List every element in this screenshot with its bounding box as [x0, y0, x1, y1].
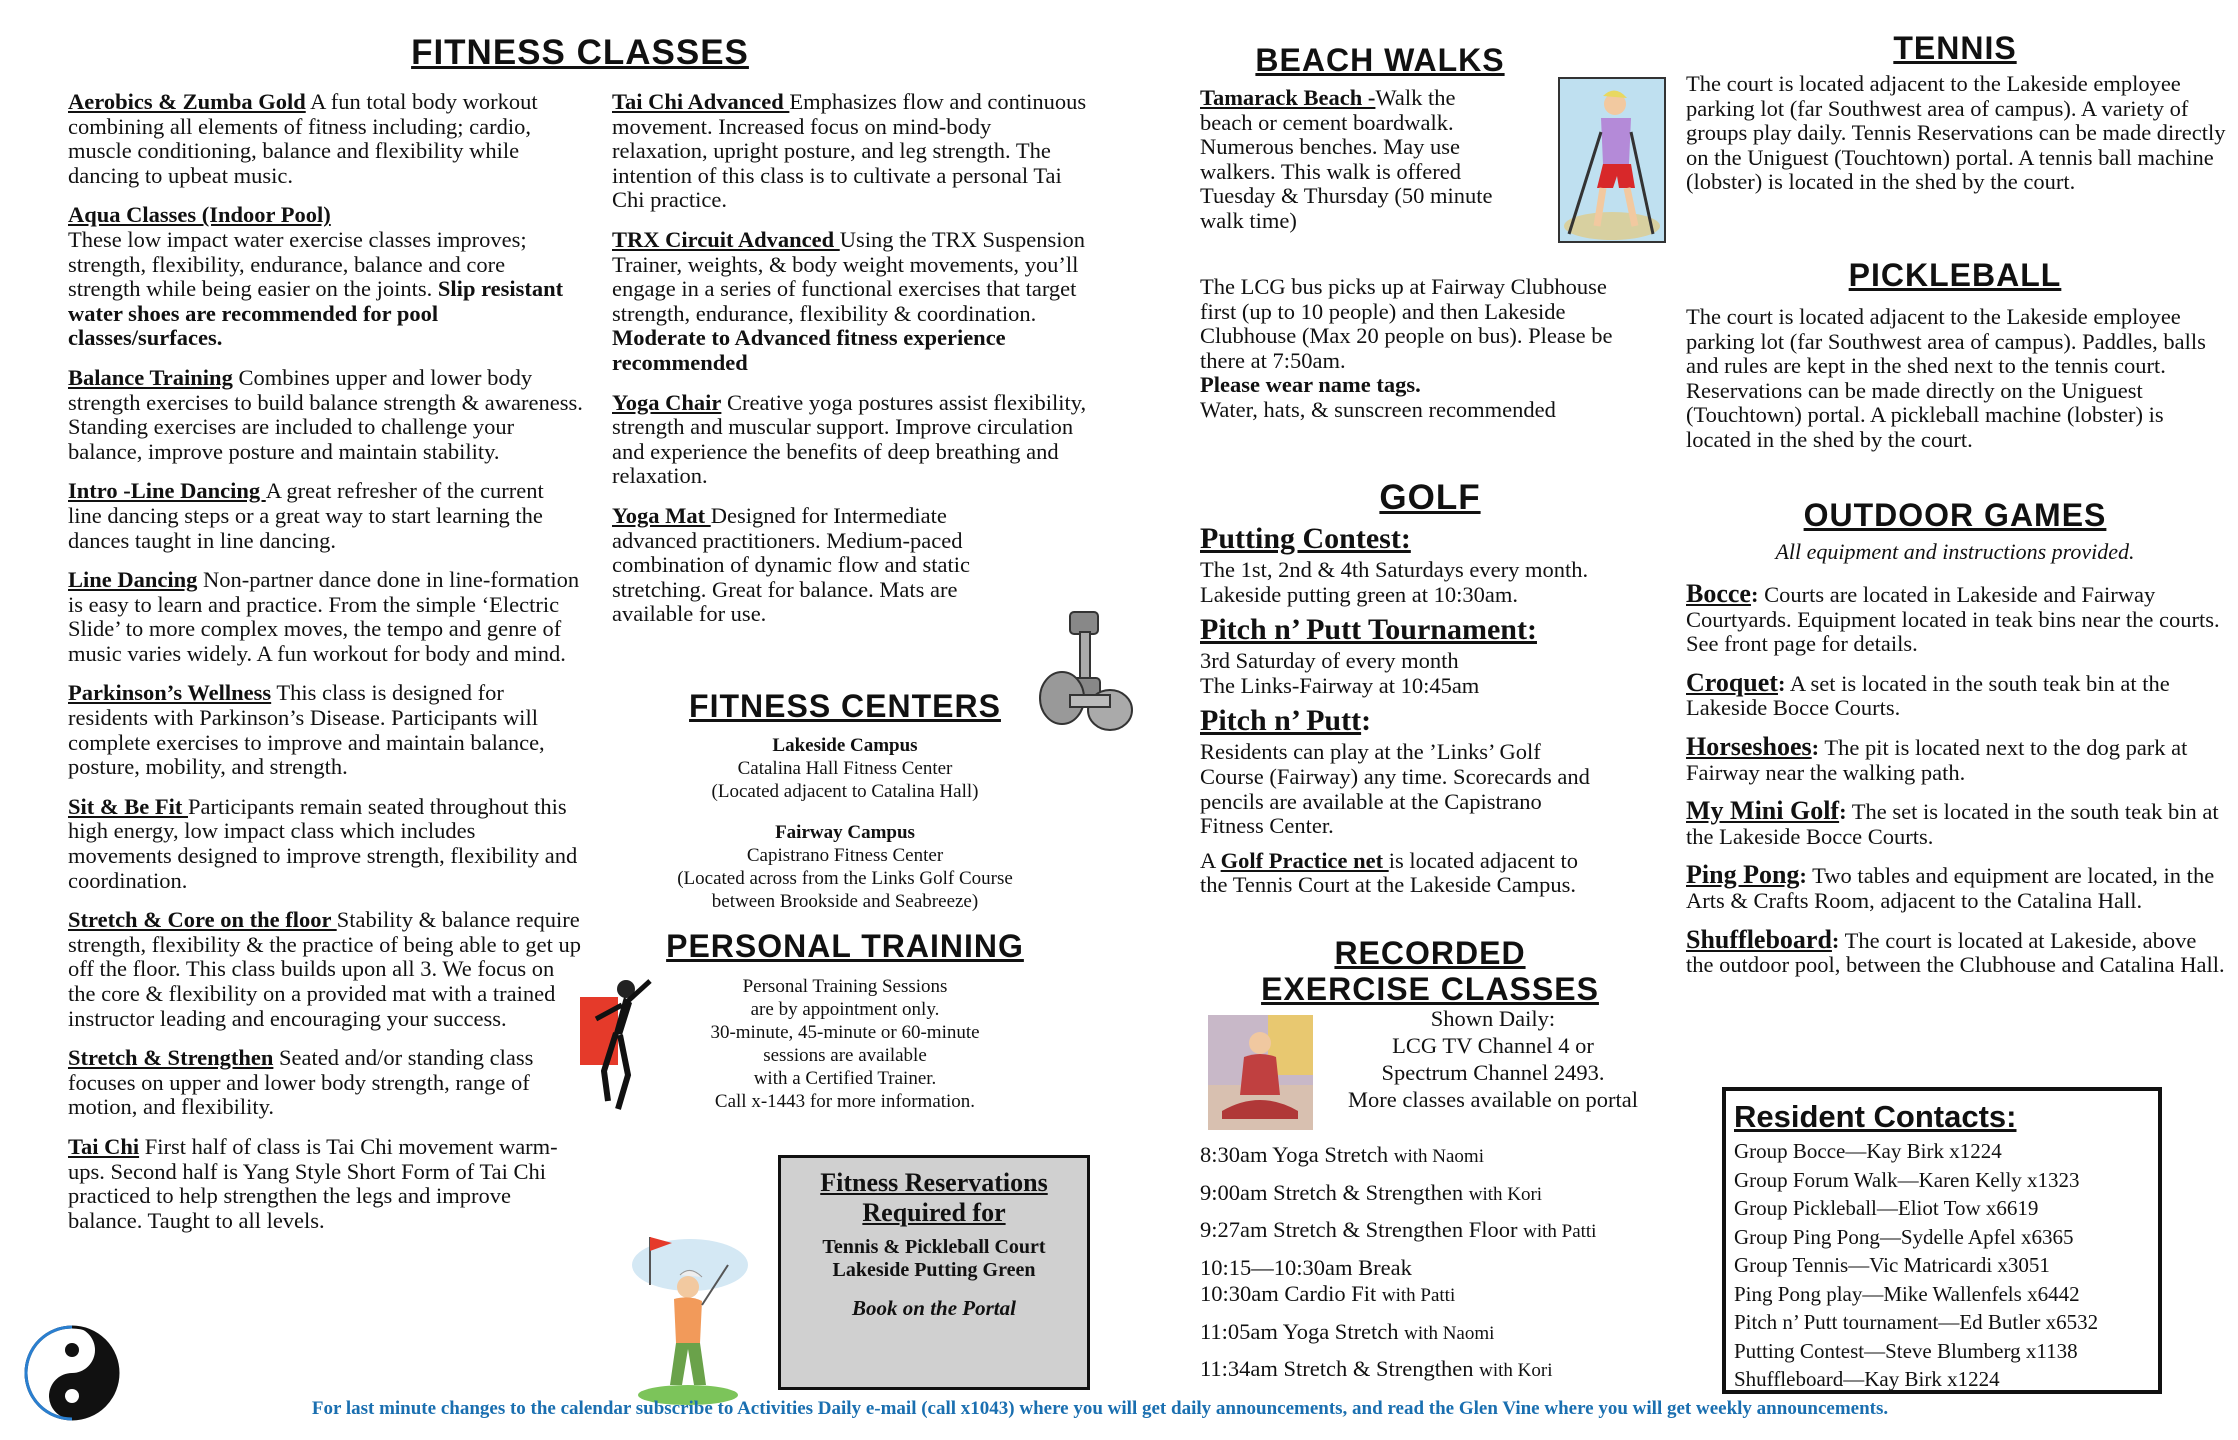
recorded-line: Spectrum Channel 2493.	[1381, 1060, 1605, 1085]
fairway-line: Capistrano Fitness Center	[746, 845, 944, 866]
game-horseshoes: Horseshoes: The pit is located next to the dog park at Fairway near the walking path.	[1686, 731, 2188, 785]
class-stretch-strengthen: Stretch & Strengthen Seated and/or standing class focuses on upper and lower body strength, range of motion, and flexibility.	[68, 1045, 534, 1120]
golf-title: GOLF	[1379, 478, 1481, 517]
class-line-dancing: Line Dancing Non-partner dance done in line-formation is easy to learn and practice. From the simple ‘Electric Slide’ to more complex moves, the tempo and genre of music varies widely. A fun workout for body and mind.	[68, 567, 580, 666]
personal-training-line: are by appointment only.	[750, 999, 940, 1020]
personal-training-info	[660, 975, 1030, 1113]
putting-contest-text: The 1st, 2nd & 4th Saturdays every month. Lakeside putting green at 10:30am.	[1200, 557, 1589, 607]
dumbbell-icon	[1030, 600, 1145, 735]
class-yoga-chair: Yoga Chair Creative yoga postures assist flexibility, strength and muscular support. Improve circulation and experience the benefits of deep breathing and relaxation.	[612, 389, 1087, 489]
schedule-row: 11:34am Stretch & Strengthen with Kori	[1200, 1356, 1553, 1381]
game-bocce: Bocce: Courts are located in Lakeside and Fairway Courtyards. Equipment located in teak bins near the courts. See front page for details.	[1686, 579, 2220, 657]
personal-training-title: PERSONAL TRAINING	[666, 928, 1024, 964]
pickleball-text: The court is located adjacent to the Lakeside employee parking lot (far Southwest area of campus). Paddles, balls and rules are kept in the shed next to the tennis court. Reservations can be made directly on the Uniguest (Touchtown) portal. A pickleball machine (lobster) is located in the shed by the court.	[1686, 304, 2206, 452]
schedule-row: 9:27am Stretch & Strengthen Floor with Patti	[1200, 1217, 1597, 1242]
fairway-line: between Brookside and Seabreeze)	[711, 891, 979, 912]
class-sit-be-fit: Sit & Be Fit Participants remain seated throughout this high energy, low impact class which includes movements designed to improve strength, flexibility and coordination.	[68, 793, 578, 893]
pitch-putt-tournament-title: Pitch n’ Putt Tournament:	[1200, 613, 1537, 647]
class-tai-chi: Tai Chi First half of class is Tai Chi movement warm-ups. Second half is Yang Style Short Form of Tai Chi practiced to help strengthen the legs and improve balance. Taught to all levels.	[68, 1133, 558, 1233]
resident-contacts-title: Resident Contacts:	[1734, 1099, 2017, 1134]
fairway-campus-title: Fairway Campus	[775, 822, 915, 843]
contact-row: Group Tennis—Vic Matricardi x3051	[1734, 1253, 2050, 1277]
recorded-line: LCG TV Channel 4 or	[1392, 1033, 1594, 1058]
class-parkinsons: Parkinson’s Wellness This class is designed for residents with Parkinson’s Disease. Participants will complete exercises to improve and maintain balance, posture, mobility, and strength.	[68, 680, 545, 780]
game-ping-pong: Ping Pong: Two tables and equipment are located, in the Arts & Crafts Room, adjacent to the Catalina Hall.	[1686, 860, 2215, 913]
fitness-centers-info	[630, 734, 1060, 913]
game-shuffleboard: Shuffleboard: The court is located at Lakeside, above the outdoor pool, between the Clubhouse and Catalina Hall.	[1686, 924, 2225, 978]
class-aerobics: Aerobics & Zumba Gold A fun total body workout combining all elements of fitness including; cardio, muscle conditioning, balance and flexibility while dancing to upbeat music.	[68, 89, 538, 188]
contact-row: Ping Pong play—Mike Wallenfels x6442	[1734, 1281, 2080, 1306]
putting-contest-title: Putting Contest:	[1200, 522, 1411, 555]
pitch-putt-tournament-text: 3rd Saturday of every month The Links-Fairway at 10:45am	[1200, 648, 1480, 698]
game-mini-golf: My Mini Golf: The set is located in the south teak bin at the Lakeside Bocce Courts.	[1686, 796, 2219, 849]
outdoor-games-title: OUTDOOR GAMES	[1803, 497, 2107, 533]
fitness-centers-title: FITNESS CENTERS	[689, 688, 1001, 724]
outdoor-games-list	[1686, 579, 2226, 993]
fairway-line: (Located across from the Links Golf Course	[677, 868, 1013, 889]
pickleball-title: PICKLEBALL	[1848, 257, 2062, 293]
lakeside-campus-title: Lakeside Campus	[772, 735, 918, 756]
recorded-title-line: EXERCISE CLASSES	[1261, 971, 1599, 1007]
class-yoga-mat: Yoga Mat Designed for Intermediate advanced practitioners. Medium-paced combination of dynamic flow and static stretching. Great for balance. Mats are available for use.	[612, 502, 971, 627]
fitness-classes-col2	[612, 90, 1087, 642]
pitch-putt-title: Pitch n’ Putt:	[1200, 704, 1372, 738]
schedule-row: 10:30am Cardio Fit with Patti	[1200, 1280, 1456, 1306]
personal-training-line: Personal Training Sessions	[742, 976, 948, 997]
contact-row: Group Forum Walk—Karen Kelly x1323	[1734, 1167, 2080, 1192]
personal-training-line: Call x-1443 for more information.	[714, 1091, 976, 1112]
beach-walks-title: BEACH WALKS	[1255, 42, 1505, 78]
golf-section	[1200, 516, 1670, 913]
beach-walks-text: Tamarack Beach -Walk the beach or cement boardwalk. Numerous benches. May use walkers. This walk is offered Tuesday & Thursday (50 minute walk time)	[1200, 85, 1493, 233]
recorded-title	[1200, 935, 1660, 1007]
game-croquet: Croquet: A set is located in the south teak bin at the Lakeside Bocce Courts.	[1686, 667, 2170, 721]
reservations-portal: Book on the Portal	[852, 1296, 1016, 1320]
personal-training-line: 30-minute, 45-minute or 60-minute	[710, 1022, 980, 1043]
schedule-row: 9:00am Stretch & Strengthen with Kori	[1200, 1179, 1543, 1205]
fitness-classes-title: FITNESS CLASSES	[411, 33, 749, 72]
recorded-info	[1318, 1005, 1668, 1113]
contact-row: Group Pickleball—Eliot Tow x6619	[1734, 1196, 2039, 1220]
class-intro-line-dancing: Intro -Line Dancing A great refresher of the current line dancing steps or a great way to start learning the dances taught in line dancing.	[68, 478, 544, 553]
golf-practice-net-text: A Golf Practice net is located adjacent to the Tennis Court at the Lakeside Campus.	[1200, 847, 1578, 898]
meditation-icon	[1208, 1015, 1313, 1130]
schedule-row: 11:05am Yoga Stretch with Naomi	[1200, 1318, 1495, 1344]
footer-note: For last minute changes to the calendar subscribe to Activities Daily e-mail (call x1043) where you will get daily announcements, and read the Glen Vine where you will get weekly announcements.	[311, 1398, 1889, 1419]
schedule-row: 8:30am Yoga Stretch with Naomi	[1200, 1142, 1484, 1167]
outdoor-games-subtitle: All equipment and instructions provided.	[1775, 539, 2135, 564]
yin-yang-icon	[22, 1323, 122, 1423]
contact-row: Group Ping Pong—Sydelle Apfel x6365	[1734, 1224, 2074, 1249]
tennis-title: TENNIS	[1893, 30, 2017, 66]
reservations-line: Tennis & Pickleball Court	[822, 1236, 1046, 1258]
fitness-reservations-box	[778, 1155, 1090, 1390]
fitness-classes-col1	[68, 90, 583, 1248]
class-trx: TRX Circuit Advanced Using the TRX Suspension Trainer, weights, & body weight movements, you’ll engage in a series of functional exercises that target strength, endurance, flexibility & coordination. Moderate to Advanced fitness experience recommended	[612, 226, 1085, 375]
recorded-line: More classes available on portal	[1348, 1087, 1638, 1112]
recorded-schedule	[1200, 1137, 1670, 1389]
reservations-line: Lakeside Putting Green	[832, 1259, 1036, 1281]
walker-icon	[1557, 76, 1667, 246]
contact-row: Pitch n’ Putt tournament—Ed Butler x6532	[1734, 1310, 2099, 1334]
reservations-title: Fitness Reservations	[820, 1168, 1048, 1197]
pitch-putt-text: Residents can play at the ’Links’ Golf Course (Fairway) any time. Scorecards and pencils are available at the Capistrano Fitness Center.	[1200, 739, 1590, 839]
class-stretch-core: Stretch & Core on the floor Stability & balance require strength, flexibility & the practice of being able to get up off the floor. This class builds upon all 3. We focus on the core & flexibility on a provided mat with a trained instructor leading and encouraging your success.	[68, 907, 581, 1031]
contact-row: Group Bocce—Kay Birk x1224	[1734, 1139, 2002, 1163]
class-balance: Balance Training Combines upper and lower body strength exercises to build balance strength & awareness. Standing exercises are included to challenge your balance, improve posture and maintain stability.	[68, 364, 583, 464]
personal-training-line: with a Certified Trainer.	[753, 1068, 937, 1089]
tennis-text: The court is located adjacent to the Lakeside employee parking lot (far Southwest area of campus). A variety of groups play daily. Tennis Reservations can be made directly on the Uniguest (Touchtown) portal. A tennis ball machine (lobster) is located in the shed by the court.	[1686, 71, 2226, 195]
recorded-line: Shown Daily:	[1430, 1006, 1556, 1031]
resident-contacts-box	[1722, 1087, 2162, 1394]
recorded-title-line: RECORDED	[1334, 935, 1526, 971]
reservations-subtitle: Required for	[862, 1198, 1006, 1227]
contact-row: Shuffleboard—Kay Birk x1224	[1734, 1367, 2000, 1391]
lakeside-line: (Located adjacent to Catalina Hall)	[711, 781, 979, 802]
personal-training-line: sessions are available	[763, 1045, 927, 1066]
lakeside-line: Catalina Hall Fitness Center	[737, 758, 953, 779]
golfer-icon	[610, 1225, 750, 1410]
class-aqua: Aqua Classes (Indoor Pool) These low impact water exercise classes improves; strength, flexibility, endurance, balance and core strength while being easier on the joints. Slip resistant water shoes are recommended for pool classes/surfaces.	[68, 202, 564, 351]
dancer-icon	[578, 975, 653, 1115]
contact-row: Putting Contest—Steve Blumberg x1138	[1734, 1338, 2078, 1363]
class-tai-chi-advanced: Tai Chi Advanced Emphasizes flow and continuous movement. Increased focus on mind-body relaxation, upright posture, and leg strength. The intention of this class is to cultivate a personal Tai Chi practice.	[612, 89, 1087, 213]
schedule-row: 10:15—10:30am Break	[1200, 1254, 1412, 1280]
beach-walks-bus: The LCG bus picks up at Fairway Clubhouse first (up to 10 people) and then Lakeside Clubhouse (Max 20 people on bus). Please be there at 7:50am. Please wear name tags. Water, hats, & sunscreen recommended	[1200, 274, 1613, 422]
